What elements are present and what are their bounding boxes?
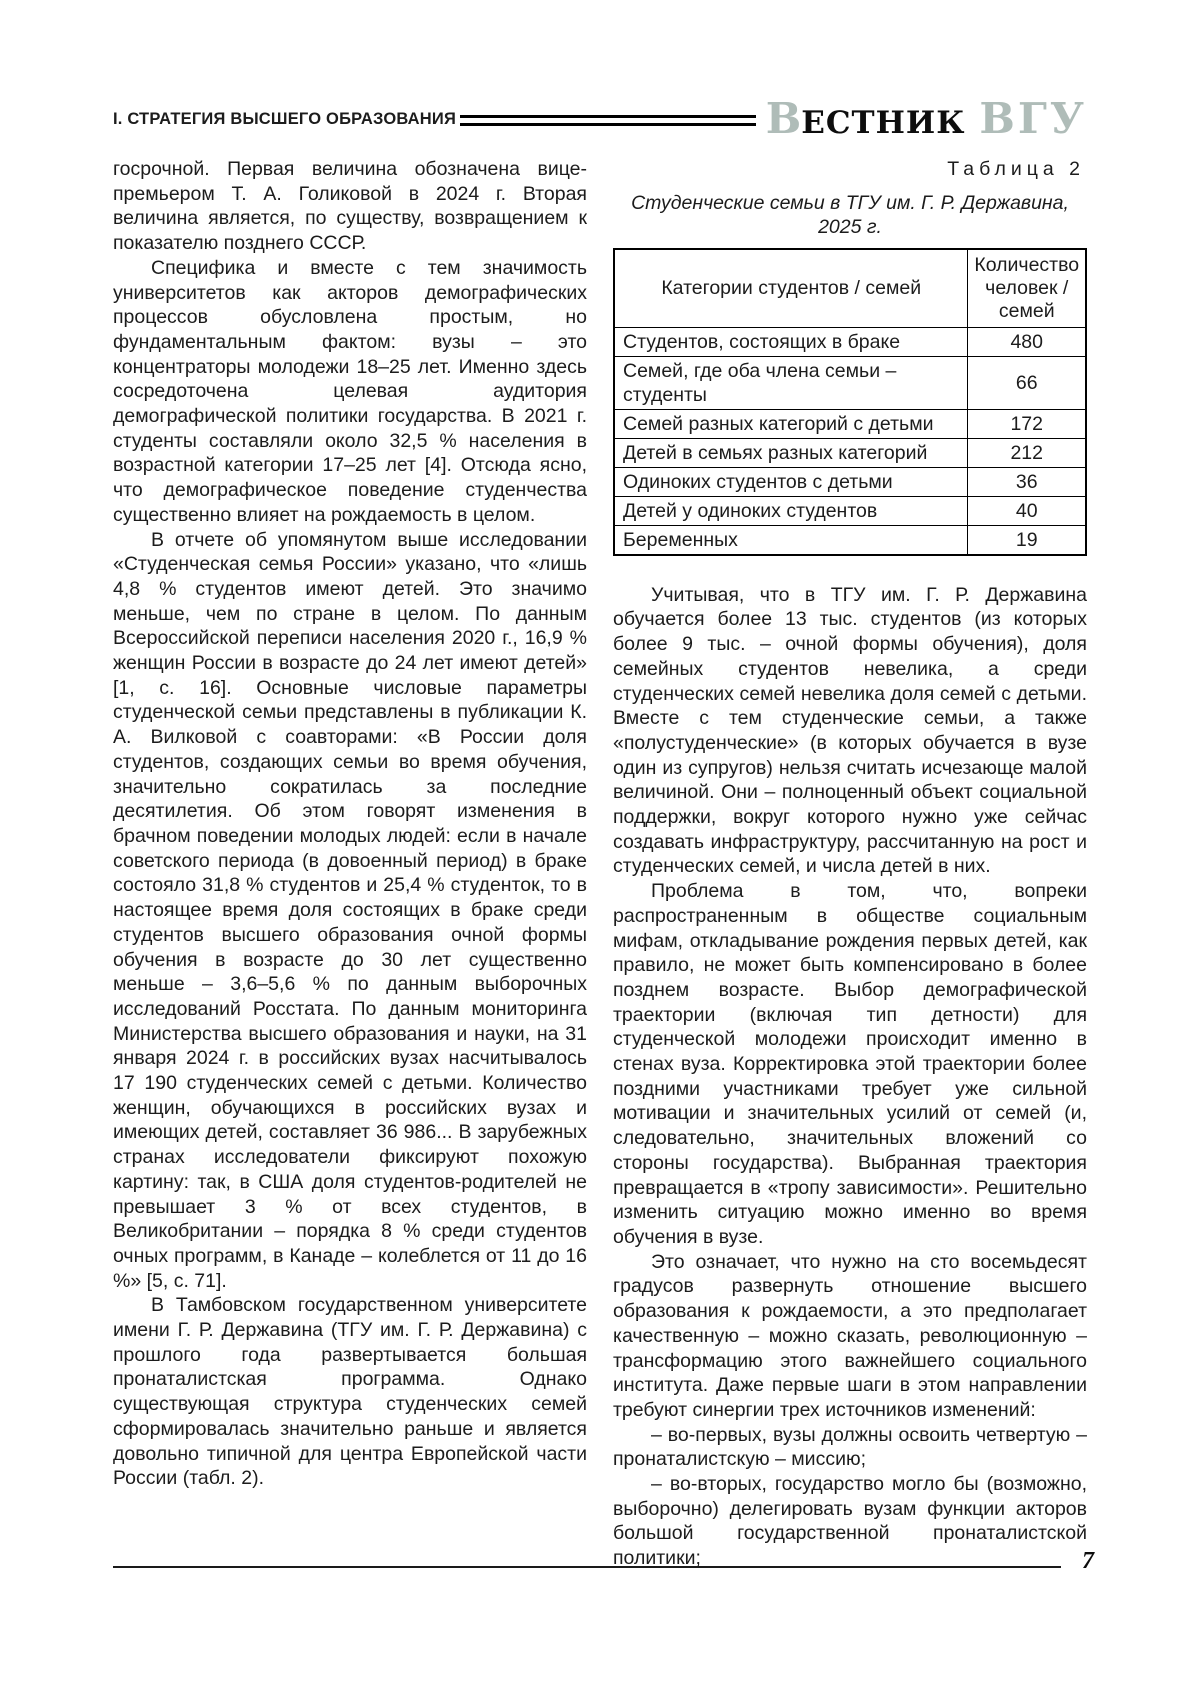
list-item-paragraph: – во-вторых, государство могло бы (возможно, выборочно) делегировать вузам функции акторов большой государственной пронаталистской политики; <box>613 1473 1087 1570</box>
table-row <box>614 409 1086 438</box>
body-paragraph: Специфика и вместе с тем значимость университетов как акторов демографических процессов обусловлена простым, но фундаментальным фактом: вузы – это концентраторы молодежи 18–25 лет. Именно здесь сосредоточена целевая аудитория демографической политики государства. В 2021 г. студенты составляли около 32,5 % населения в возрастной категории 17–25 лет [4]. Отсюда ясно, что демографическое поведение студенчества существенно влияет на рождаемость в целом. <box>113 256 587 526</box>
table-cell-value: 480 <box>968 327 1086 356</box>
table-head <box>614 249 1086 328</box>
body-paragraph: В Тамбовском государственном университете имени Г. Р. Державина (ТГУ им. Г. Р. Державина) с прошлого года развертывается большая пронаталистская программа. Однако существующая структура студенческих семей сформировалась значительно раньше и является довольно типичной для центра Европейской части России (табл. 2). <box>113 1294 587 1490</box>
body-paragraph: Это означает, что нужно на сто восемьдесят градусов развернуть отношение высшего образования к рождаемости, а это предполагает качественную – можно сказать, революционную – трансформацию этого важнейшего социального института. Даже первые шаги в этом направлении требуют синергии трех источников изменений: <box>613 1250 1087 1421</box>
table-cell-value: 66 <box>968 356 1086 409</box>
table-label: Таблица 2 <box>947 158 1085 180</box>
footer-rule <box>113 1566 1061 1568</box>
table-cell-category: Беременных <box>614 525 968 555</box>
table-cell-category: Семей разных категорий с детьми <box>614 409 968 438</box>
table-header-count: Количество человек / семей <box>968 249 1086 328</box>
table-cell-category: Детей у одиноких студентов <box>614 496 968 525</box>
header-double-rule <box>460 115 756 126</box>
table-cell-category: Семей, где оба члена семьи – студенты <box>614 356 968 409</box>
table-row <box>614 467 1086 496</box>
table-header-category: Категории студентов / семей <box>614 249 968 328</box>
table-cell-value: 172 <box>968 409 1086 438</box>
student-families-table <box>613 248 1087 556</box>
section-title: I. СТРАТЕГИЯ ВЫСШЕГО ОБРАЗОВАНИЯ <box>113 109 457 128</box>
body-paragraph: Учитывая, что в ТГУ им. Г. Р. Державина обучается более 13 тыс. студентов (из которых более 9 тыс. – очной формы обучения), доля семейных студентов невелика, а среди студенческих семей невелика доля семей с детьми. Вместе с тем студенческие семьи, а также «полустуденческие» (в которых обучается в вузе один из супругов) нельзя считать исчезающе малой величиной. Они – полноценный объект социальной поддержки, вокруг которого нужно уже сейчас создавать инфраструктуру, рассчитанную на рост и студенческих семей, и числа детей в них. <box>613 583 1087 878</box>
logo-name-rest: ЕСТНИК <box>801 105 966 141</box>
body-paragraph: Проблема в том, что, вопреки распространенным в обществе социальным мифам, откладывание рождения первых детей, как правило, не может быть компенсировано в более позднем возрасте. Выбор демографической траектории (включая тип детности) для студенческой молодежи происходит именно в стенах вуза. Корректировка этой траектории более поздними участниками требует уже сильной мотивации и значительных усилий от семей (и, следовательно, значительных вложений со стороны государства). Выбранная траектория превращается в «тропу зависимости». Решительно изменить ситуацию можно именно во время обучения в вузе. <box>613 880 1087 1248</box>
table-cell-category: Студентов, состоящих в браке <box>614 327 968 356</box>
table-row <box>614 327 1086 356</box>
table-header-row <box>614 249 1086 328</box>
table-row <box>614 496 1086 525</box>
table-row <box>614 438 1086 467</box>
table-row <box>614 525 1086 555</box>
right-column <box>613 157 1087 1571</box>
logo-initial-letter: В <box>765 94 802 143</box>
body-paragraph: В отчете об упомянутом выше исследовании «Студенческая семья России» указано, что «лишь 4,8 % студентов имеют детей. Это значимо меньше, чем по стране в целом. По данным Всероссийской переписи населения 2020 г., 16,9 % женщин России в возрасте до 24 лет имеют детей» [1, с. 16]. Основные числовые параметры студенческой семьи представлены в публикации К. А. Вилковой с соавторами: «В России доля студентов, создающих семьи во время обучения, значительно сократилась за последние десятилетия. Об этом говорят изменения в брачном поведении молодых людей: если в начале советского периода (в довоенный период) в браке состояло 31,8 % студентов и 25,4 % студенток, то в настоящее время доля состоящих в браке среди студентов высшего образования очной формы обучения в возрасте до 30 лет существенно меньше – 3,6–5,6 % по данным выборочных исследований Росстата. По данным мониторинга Министерства высшего образования и науки, на 31 января 2024 г. в российских вузах насчитывалось 17 190 студенческих семей с детьми. Количество женщин, обучающихся в российских вузах и имеющих детей, составляет 36 986... В зарубежных странах исследователи фиксируют похожую картину: так, в США доля студентов-родителей не превышает 3 % от всех студентов, в Великобритании – порядка 8 % среди студентов очных программ, в Канаде – колеблется от 11 до 16 %» [5, с. 71]. <box>113 528 587 1292</box>
table-cell-category: Одиноких студентов с детьми <box>614 467 968 496</box>
table-cell-value: 36 <box>968 467 1086 496</box>
left-column <box>113 157 587 1491</box>
logo-university-abbr: ВГУ <box>979 94 1087 143</box>
table-cell-value: 19 <box>968 525 1086 555</box>
table-cell-value: 40 <box>968 496 1086 525</box>
page-number: 7 <box>1082 1548 1094 1574</box>
page-header <box>113 94 1087 143</box>
table-caption: Студенческие семьи в ТГУ им. Г. Р. Державина, 2025 г. <box>631 191 1069 238</box>
table-row <box>614 356 1086 409</box>
journal-logo <box>765 94 1087 143</box>
table-cell-category: Детей в семьях разных категорий <box>614 438 968 467</box>
table-cell-value: 212 <box>968 438 1086 467</box>
list-item-paragraph: – во-первых, вузы должны освоить четвертую – пронаталистскую – миссию; <box>613 1423 1087 1471</box>
body-paragraph: госрочной. Первая величина обозначена вице-премьером Т. А. Голиковой в 2024 г. Вторая величина является, по существу, возвращением к показателю позднего СССР. <box>113 158 587 255</box>
table-body <box>614 327 1086 555</box>
